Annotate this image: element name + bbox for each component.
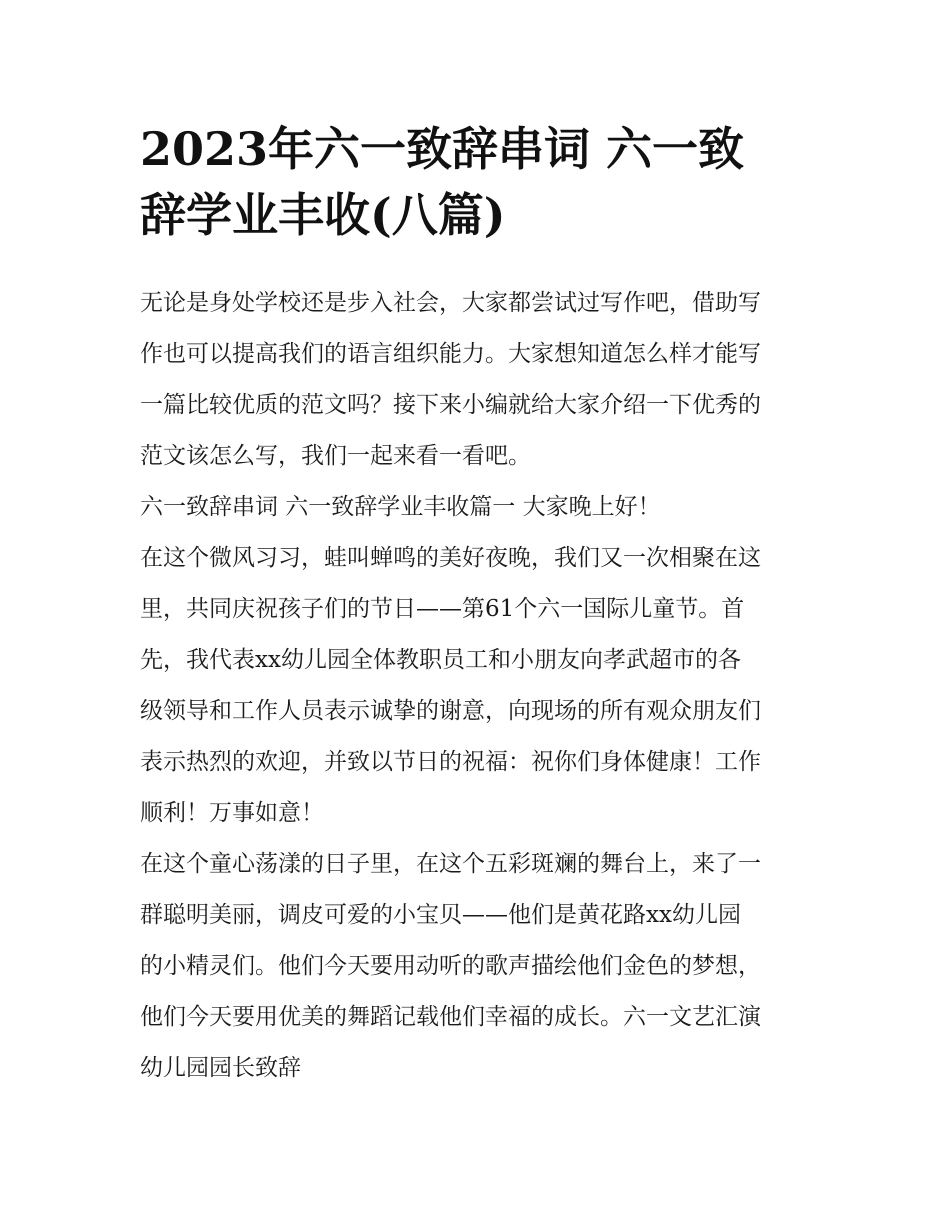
body-line: 顺利！万事如意！ xyxy=(140,800,324,826)
body-line: 里，共同庆祝孩子们的节日——第61个六一国际儿童节。首 xyxy=(140,596,745,622)
document-body xyxy=(140,278,820,1094)
body-line: 表示热烈的欢迎，并致以节日的祝福：祝你们身体健康！工作 xyxy=(140,749,761,775)
body-line: 级领导和工作人员表示诚挚的谢意，向现场的所有观众朋友们 xyxy=(140,698,761,724)
body-line: 群聪明美丽，调皮可爱的小宝贝——他们是黄花路xx幼儿园 xyxy=(140,902,741,928)
body-line: 先，我代表xx幼儿园全体教职员工和小朋友向孝武超市的各 xyxy=(140,647,741,673)
body-line: 在这个微风习习，蛙叫蝉鸣的美好夜晚，我们又一次相聚在这 xyxy=(140,545,761,571)
title-line: 2023年六一致辞串词 六一致 xyxy=(140,122,745,176)
body-line: 范文该怎么写，我们一起来看一看吧。 xyxy=(140,443,531,469)
body-line: 作也可以提高我们的语言组织能力。大家想知道怎么样才能写 xyxy=(140,341,761,367)
body-line: 的小精灵们。他们今天要用动听的歌声描绘他们金色的梦想， xyxy=(140,953,761,979)
document-title xyxy=(140,116,820,248)
body-line: 他们今天要用优美的舞蹈记载他们幸福的成长。六一文艺汇演 xyxy=(140,1004,761,1030)
body-line: 一篇比较优质的范文吗？接下来小编就给大家介绍一下优秀的 xyxy=(140,392,761,418)
body-line: 在这个童心荡漾的日子里，在这个五彩斑斓的舞台上，来了一 xyxy=(140,851,761,877)
section-heading-line: 六一致辞串词 六一致辞学业丰收篇一 大家晚上好！ xyxy=(140,494,661,520)
title-line: 辞学业丰收(八篇) xyxy=(140,188,506,242)
body-line: 幼儿园园长致辞 xyxy=(140,1055,301,1081)
body-line: 无论是身处学校还是步入社会，大家都尝试过写作吧，借助写 xyxy=(140,290,761,316)
